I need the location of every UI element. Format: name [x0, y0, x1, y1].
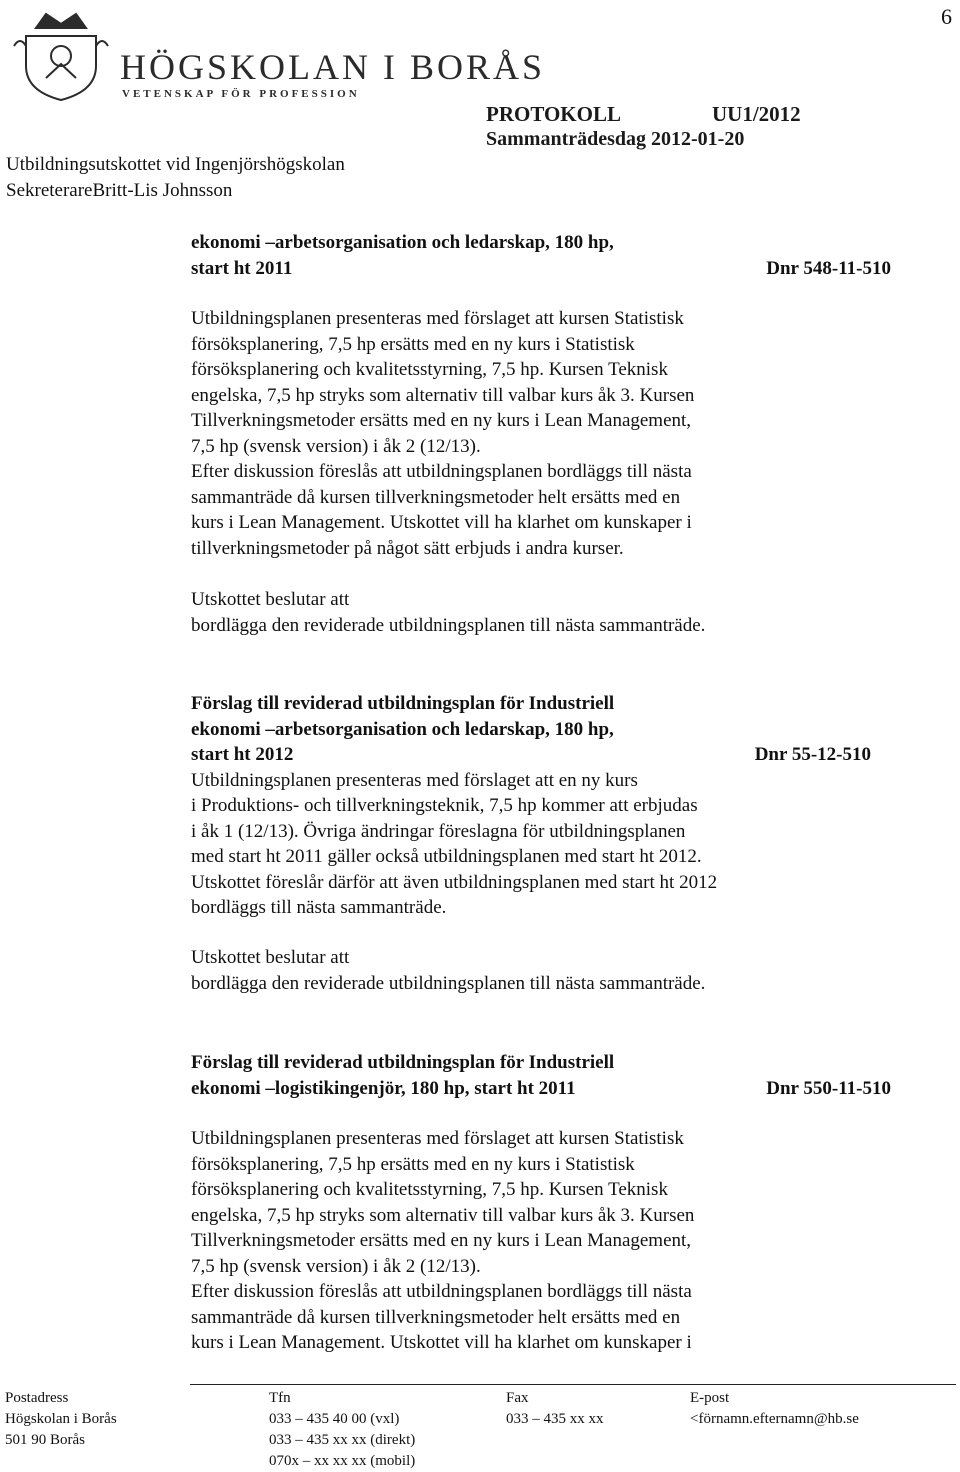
logo-tagline: VETENSKAP FÖR PROFESSION	[122, 88, 360, 100]
decision-text: bordlägga den reviderade utbildningsplanen till nästa sammanträde.	[191, 972, 706, 994]
body-line: i åk 1 (12/13). Övriga ändringar föreslagna för utbildningsplanen	[191, 820, 686, 842]
decision-intro: Utskottet beslutar att	[191, 947, 350, 968]
section-1-decision	[191, 587, 891, 638]
body-line: Tillverkningsmetoder ersätts med en ny kurs i Lean Management,	[191, 1230, 692, 1251]
body-line: försöksplanering, 7,5 hp ersätts med en ny kurs i Statistisk	[191, 333, 635, 355]
decision-intro: Utskottet beslutar att	[191, 589, 350, 610]
body-line: Efter diskussion föreslås att utbildningsplanen bordläggs till nästa	[191, 1281, 692, 1302]
secretary-name: SekreterareBritt-Lis Johnsson	[6, 180, 233, 201]
section-3-dnr: Dnr 550-11-510	[766, 1077, 891, 1099]
footer-fax-line-1: 033 – 435 xx xx	[506, 1411, 604, 1427]
section-3-title-line-2: ekonomi –logistikingenjör, 180 hp, start ht 2011	[191, 1077, 576, 1099]
page-number: 6	[941, 4, 952, 29]
section-2-dnr: Dnr 55-12-510	[754, 744, 871, 765]
body-line: Utbildningsplanen presenteras med förslaget att kursen Statistisk	[191, 1128, 684, 1149]
footer-address	[5, 1388, 117, 1451]
section-2-decision	[191, 945, 891, 996]
footer-email	[690, 1388, 859, 1430]
body-line: Efter diskussion föreslås att utbildningsplanen bordläggs till nästa	[191, 461, 692, 482]
body-line: Tillverkningsmetoder ersätts med en ny kurs i Lean Management,	[191, 410, 692, 431]
meeting-date: Sammanträdesdag 2012-01-20	[486, 128, 745, 150]
section-1-dnr: Dnr 548-11-510	[766, 257, 891, 279]
footer-phone-line-2: 033 – 435 xx xx (direkt)	[269, 1432, 416, 1448]
body-line: 7,5 hp (svensk version) i åk 2 (12/13).	[191, 1255, 481, 1277]
body-line: Utbildningsplanen presenteras med förslaget att kursen Statistisk	[191, 308, 684, 329]
body-line: 7,5 hp (svensk version) i åk 2 (12/13).	[191, 435, 481, 457]
section-3-heading	[191, 1050, 891, 1101]
footer-address-line-2: 501 90 Borås	[5, 1432, 85, 1448]
body-line: sammanträde då kursen tillverkningsmetoder helt ersätts med en	[191, 1306, 681, 1328]
body-line: bordläggs till nästa sammanträde.	[191, 897, 447, 918]
footer-phone-label: Tfn	[269, 1390, 291, 1406]
section-2-title-line-3: start ht 2012	[191, 744, 294, 765]
body-line: engelska, 7,5 hp stryks som alternativ till valbar kurs åk 3. Kursen	[191, 1204, 695, 1226]
footer-phone-line-3: 070x – xx xx xx (mobil)	[269, 1453, 416, 1469]
body-line: med start ht 2011 gäller också utbildningsplanen med start ht 2012.	[191, 846, 702, 867]
footer-divider	[190, 1384, 956, 1385]
body-line: försöksplanering och kvalitetsstyrning, 7,5 hp. Kursen Teknisk	[191, 359, 668, 380]
section-1-body	[191, 306, 891, 561]
section-1-title-line-1: ekonomi –arbetsorganisation och ledarskap, 180 hp,	[191, 232, 614, 253]
section-2-title-line-1: Förslag till reviderad utbildningsplan för Industriell	[191, 693, 615, 714]
footer-email-line-1: <förnamn.efternamn@hb.se	[690, 1411, 859, 1427]
section-1-title-line-2: start ht 2011	[191, 257, 293, 279]
body-line: försöksplanering, 7,5 hp ersätts med en ny kurs i Statistisk	[191, 1153, 635, 1175]
body-line: kurs i Lean Management. Utskottet vill ha klarhet om kunskaper i	[191, 1332, 692, 1353]
committee-name: Utbildningsutskottet vid Ingenjörshögskolan	[6, 154, 345, 175]
decision-text: bordlägga den reviderade utbildningsplanen till nästa sammanträde.	[191, 614, 706, 636]
section-3-body	[191, 1126, 891, 1356]
footer-email-label: E-post	[690, 1390, 730, 1406]
body-line: sammanträde då kursen tillverkningsmetoder helt ersätts med en	[191, 486, 681, 508]
section-1-heading	[191, 230, 891, 281]
logo-name: HÖGSKOLAN I BORÅS	[120, 47, 546, 87]
body-line: Utskottet föreslår därför att även utbildningsplanen med start ht 2012	[191, 871, 718, 893]
protocol-label: PROTOKOLL	[486, 102, 621, 126]
section-2-title-line-2: ekonomi –arbetsorganisation och ledarskap, 180 hp,	[191, 718, 614, 740]
body-line: försöksplanering och kvalitetsstyrning, 7,5 hp. Kursen Teknisk	[191, 1179, 668, 1200]
footer-fax-label: Fax	[506, 1390, 529, 1406]
section-3-title-line-1: Förslag till reviderad utbildningsplan för Industriell	[191, 1052, 615, 1073]
body-line: engelska, 7,5 hp stryks som alternativ till valbar kurs åk 3. Kursen	[191, 384, 695, 406]
body-line: Utbildningsplanen presenteras med förslaget att en ny kurs	[191, 769, 638, 791]
coat-of-arms-icon	[6, 6, 116, 102]
body-line: tillverkningsmetoder på något sätt erbjuds i andra kurser.	[191, 537, 624, 559]
footer-fax	[506, 1388, 604, 1430]
footer-phone	[269, 1388, 415, 1472]
protocol-id: UU1/2012	[712, 102, 801, 126]
footer-address-label: Postadress	[5, 1390, 69, 1406]
footer-phone-line-1: 033 – 435 40 00 (vxl)	[269, 1411, 400, 1427]
body-line: kurs i Lean Management. Utskottet vill ha klarhet om kunskaper i	[191, 512, 692, 533]
section-2	[191, 691, 871, 921]
body-line: i Produktions- och tillverkningsteknik, 7,5 hp kommer att erbjudas	[191, 795, 698, 816]
footer-address-line-1: Högskolan i Borås	[5, 1411, 117, 1427]
